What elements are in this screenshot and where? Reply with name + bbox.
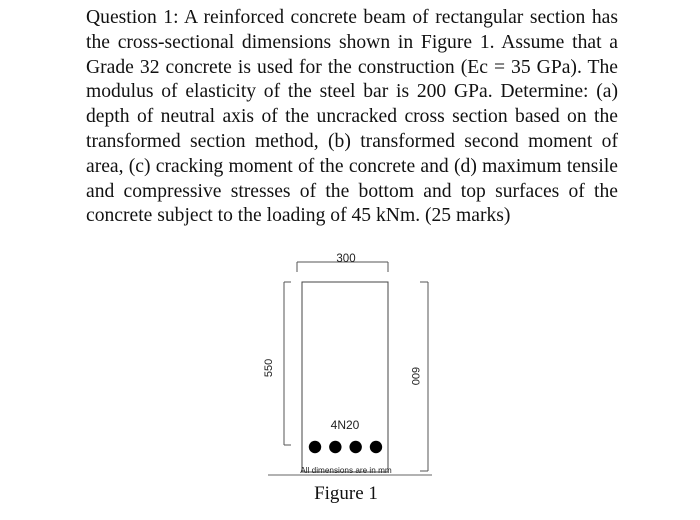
steel-bar <box>349 441 361 453</box>
next-line-fragment <box>90 514 610 520</box>
reinforcement-label: 4N20 <box>330 418 360 432</box>
steel-bar <box>370 441 382 453</box>
total-depth-label: 600 <box>409 366 421 386</box>
effective-depth-dimension <box>263 282 291 445</box>
width-label: 300 <box>336 253 356 265</box>
steel-bars <box>309 441 382 453</box>
width-dimension <box>297 253 388 272</box>
dimensions-note: All dimensions are in mm <box>300 466 392 475</box>
question-text: Question 1: A reinforced concrete beam of rectangular section has the cross-sectional dimensions shown in Figure 1. Assume that a Grade 32 concrete is used for the construction (Ec = 35 GPa). The modulus of elasticity of the steel bar is 200 GPa. Determine: (a) depth of neutral axis of the uncracked cross section based on the transformed section method, (b) transformed second moment of area, (c) cracking moment of the concrete and (d) maximum tensile and compressive stresses of the bottom and top surfaces of the concrete subject to the loading of 45 kNm. (25 marks) <box>86 7 618 227</box>
steel-bar <box>309 441 321 453</box>
figure-caption: Figure 1 <box>314 483 378 504</box>
effective-depth-label: 550 <box>263 358 275 378</box>
steel-bar <box>329 441 341 453</box>
total-depth-dimension <box>409 282 428 471</box>
